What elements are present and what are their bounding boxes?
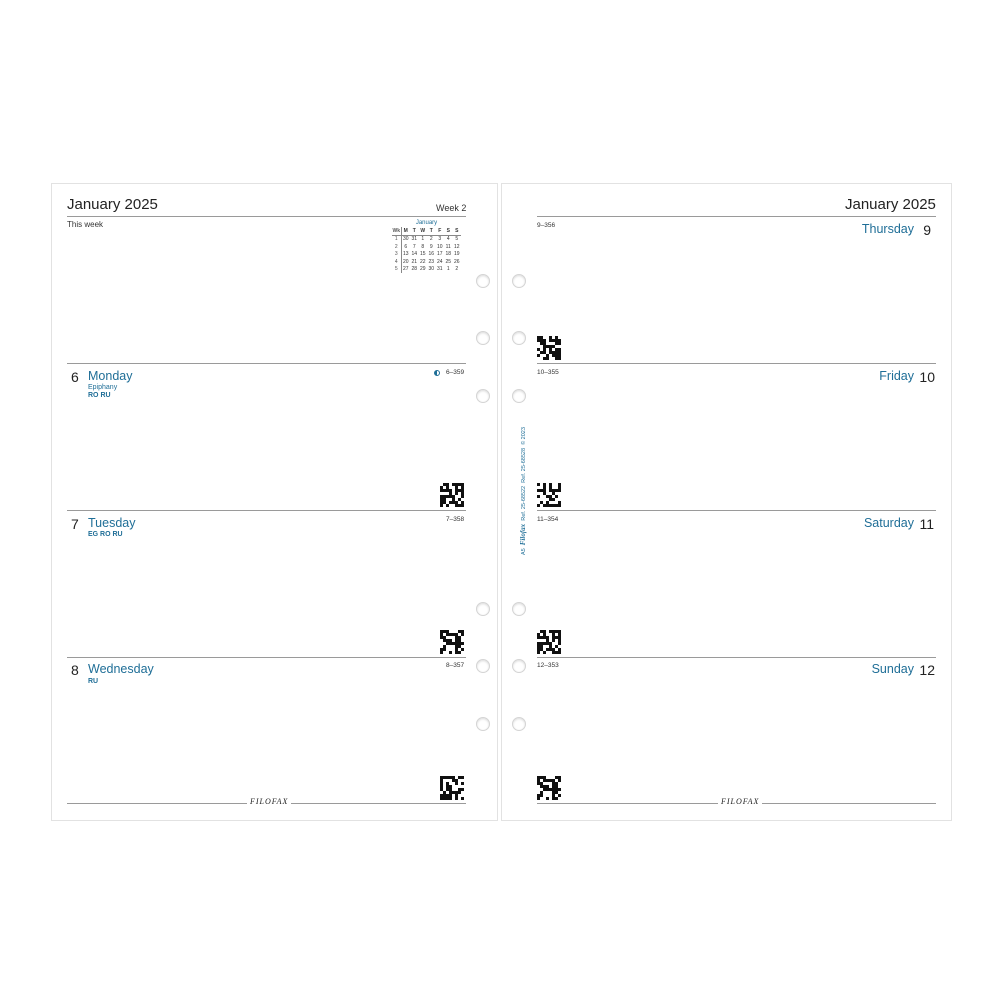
this-week-label: This week (67, 220, 104, 229)
mini-calendar-title: January (415, 220, 438, 226)
header-rule (537, 216, 936, 217)
mini-week-number: 4 (392, 258, 401, 266)
mini-calendar-week-row (392, 266, 461, 274)
mini-header: Wk (392, 227, 400, 234)
mini-date: 27 (402, 266, 409, 273)
binder-hole (476, 389, 490, 403)
filofax-logo: FILOFAX (718, 797, 762, 806)
day-number-thursday: 9 (923, 222, 931, 238)
qr-code-icon (537, 336, 561, 360)
mini-date: 17 (436, 251, 443, 258)
mini-date: 1 (421, 236, 425, 243)
header-rule (67, 216, 466, 217)
mini-calendar-week-row (392, 235, 461, 243)
mini-header: W (420, 227, 426, 234)
spine-imprint (519, 427, 527, 555)
mini-date: 28 (411, 266, 418, 273)
spine-ref-1: Ref. 25-68522 (521, 485, 527, 521)
day-name-sunday: Sunday (871, 662, 914, 676)
mini-date: 26 (453, 258, 460, 265)
filofax-logo: FILOFAX (247, 797, 291, 806)
mini-date: 20 (402, 258, 409, 265)
day-number-tuesday: 7 (71, 516, 79, 532)
binder-hole (476, 717, 490, 731)
day-rule (67, 363, 466, 364)
mini-date: 21 (411, 258, 418, 265)
mini-date: 4 (446, 236, 450, 243)
spine-ref-2: Ref. 25-68528 (521, 447, 527, 483)
day-rule (67, 510, 466, 511)
mini-date: 15 (419, 251, 426, 258)
regions-monday: RO RU (88, 392, 111, 399)
mini-date: 11 (445, 243, 451, 250)
mini-date: 31 (436, 266, 443, 273)
qr-code-icon (537, 776, 561, 800)
mini-header: T (427, 227, 436, 235)
mini-date: 14 (411, 251, 418, 258)
mini-date: 29 (419, 266, 426, 273)
day-name-thursday: Thursday (861, 222, 914, 236)
day-count-tuesday: 7–358 (446, 516, 465, 523)
qr-code-icon (440, 776, 464, 800)
day-name-monday: Monday (88, 369, 133, 383)
binder-hole (512, 389, 526, 403)
mini-date: 22 (419, 258, 426, 265)
mini-date: 18 (445, 251, 452, 258)
mini-date: 9 (429, 243, 433, 250)
mini-date: 7 (412, 243, 416, 250)
right-month-title: January 2025 (845, 196, 936, 213)
qr-code-icon (440, 630, 464, 654)
day-number-wednesday: 8 (71, 662, 79, 678)
binder-hole (512, 274, 526, 288)
mini-header: S (453, 227, 462, 235)
mini-header: T (410, 227, 419, 235)
day-name-tuesday: Tuesday (88, 516, 136, 530)
day-rule (67, 657, 466, 658)
mini-date: 6 (404, 243, 408, 250)
regions-tuesday: EG RO RU (88, 531, 123, 538)
mini-header: F (436, 227, 445, 235)
binder-hole (476, 331, 490, 345)
binder-hole (512, 602, 526, 616)
binder-hole (512, 659, 526, 673)
qr-code-icon (440, 483, 464, 507)
mini-calendar-week-row (392, 251, 461, 259)
mini-date: 2 (429, 236, 433, 243)
spine-size: A5 (521, 548, 527, 555)
day-number-monday: 6 (71, 369, 79, 385)
mini-date: 3 (438, 236, 442, 243)
day-count-friday: 10–355 (537, 369, 559, 376)
mini-date: 2 (455, 266, 459, 273)
binder-hole (476, 659, 490, 673)
regions-wednesday: RU (88, 678, 99, 685)
binder-hole (512, 331, 526, 345)
day-rule (537, 363, 936, 364)
qr-code-icon (537, 483, 561, 507)
mini-date: 30 (428, 266, 435, 273)
mini-calendar (392, 220, 461, 273)
day-number-friday: 10 (919, 369, 935, 385)
mini-date: 1 (446, 266, 450, 273)
mini-date: 25 (445, 258, 452, 265)
holiday-monday: Epiphany (88, 384, 118, 391)
mini-date: 10 (436, 243, 443, 250)
mini-date: 31 (411, 236, 418, 243)
binder-hole (476, 602, 490, 616)
left-month-title: January 2025 (67, 196, 158, 213)
day-count-sunday: 12–353 (537, 662, 559, 669)
spine-copyright: © 2023 (521, 427, 527, 445)
mini-date: 8 (421, 243, 425, 250)
day-count-thursday: 9–356 (537, 222, 556, 229)
day-count-monday: 6–359 (446, 369, 465, 376)
day-name-saturday: Saturday (863, 516, 914, 530)
mini-week-number: 3 (392, 251, 401, 259)
day-count-saturday: 11–354 (537, 516, 559, 523)
week-label: Week 2 (436, 203, 467, 213)
mini-calendar-grid (392, 227, 461, 273)
day-rule (537, 657, 936, 658)
mini-date: 5 (455, 236, 459, 243)
right-diary-page (501, 183, 952, 821)
day-name-wednesday: Wednesday (88, 662, 154, 676)
mini-week-number: 1 (392, 235, 401, 243)
day-count-wednesday: 8–357 (446, 662, 465, 669)
left-diary-page (51, 183, 498, 821)
day-rule (537, 510, 936, 511)
mini-calendar-week-row (392, 258, 461, 266)
mini-calendar-week-row (392, 243, 461, 251)
day-number-sunday: 12 (919, 662, 935, 678)
mini-week-number: 5 (392, 266, 401, 274)
spine-brand: Filofax (519, 523, 527, 546)
mini-date: 24 (436, 258, 443, 265)
mini-date: 23 (428, 258, 435, 265)
binder-hole (512, 717, 526, 731)
first-quarter-moon-icon (434, 370, 440, 376)
binder-hole (476, 274, 490, 288)
mini-week-number: 2 (392, 243, 401, 251)
mini-date: 19 (453, 251, 460, 258)
mini-date: 30 (402, 236, 409, 243)
qr-code-icon (537, 630, 561, 654)
mini-header: S (444, 227, 453, 235)
mini-date: 13 (402, 251, 409, 258)
mini-date: 16 (428, 251, 435, 258)
day-number-saturday: 11 (919, 516, 934, 532)
mini-header: M (401, 227, 410, 235)
day-name-friday: Friday (879, 369, 914, 383)
mini-date: 12 (453, 243, 460, 250)
